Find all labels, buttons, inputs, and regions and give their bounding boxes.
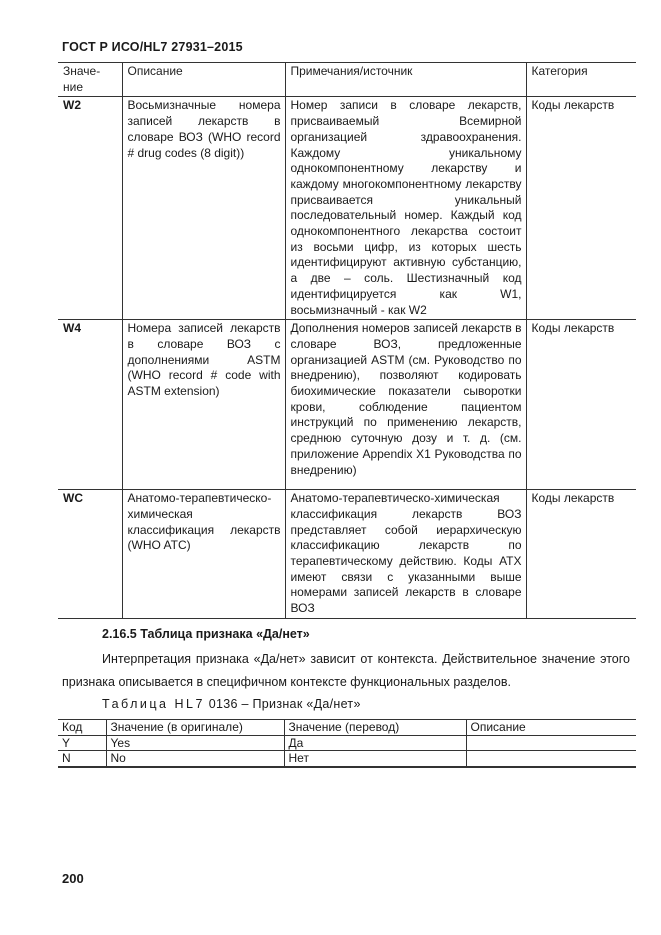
section-paragraph [62,648,630,694]
code-cell: W2 [58,97,122,320]
code-cell: Y [58,735,106,751]
code-cell: WC [58,490,122,619]
original-cell: Yes [106,735,284,751]
notes-cell: Дополнения номеров записей лекарств в словаре ВОЗ, предложенные организацией ASTM (см. Руководство по внедрению), позволяют кодировать биохимические показатели сыворотки крови, соблюдение пациентом инструкций по применению лекарств, среднюю суточную дозу и т. д. (см. приложение Appendix X1 Руководства по внедрению) [285,320,526,490]
column-header: Категория [526,63,636,97]
translation-cell: Да [284,735,466,751]
table-row [58,751,636,767]
table-header-row [58,720,636,736]
description-cell: Номера записей лекарств в словаре ВОЗ с дополнениями ASTM (WHO record # code with ASTM extension) [122,320,285,490]
translation-cell: Нет [284,751,466,767]
notes-cell: Номер записи в словаре лекарств, присваиваемый Всемирной организацией здравоохранения. Каждому уникальному однокомпонентному лекарству и каждому многокомпонентному лекарству присваивается уникальный последовательный номер. Каждый код однокомпонентного лекарства состоит из восьми цифр, из которых шесть идентифицируют активную субстанцию, а две – соль. Шестизначный код идентифицируется как W1, восьмизначный - как W2 [285,97,526,320]
column-header: Описание [466,720,636,736]
caption-prefix: Таблица HL7 [102,697,205,711]
category-cell: Коды лекарств [526,320,636,490]
caption-rest: 0136 – Признак «Да/нет» [208,697,361,711]
yes-no-table [58,719,636,768]
code-table [58,62,636,619]
table-row [58,320,636,490]
column-header: Значе-ние [58,63,122,97]
table-caption [102,697,361,711]
column-header: Примечания/источник [285,63,526,97]
paragraph-text: Интерпретация признака «Да/нет» зависит от контекста. Действительное значение этого признака описывается в специфичном контексте функциональных разделов. [62,652,630,689]
table-header-row [58,63,636,97]
description-cell: Восьмизначные номера записей лекарств в словаре ВОЗ (WHO record # drug codes (8 digit)) [122,97,285,320]
category-cell: Коды лекарств [526,97,636,320]
column-header: Значение (перевод) [284,720,466,736]
section-heading: 2.16.5 Таблица признака «Да/нет» [102,627,310,641]
description-cell [466,735,636,751]
table-row [58,490,636,619]
description-cell [466,751,636,767]
table-row [58,735,636,751]
category-cell: Коды лекарств [526,490,636,619]
code-cell: N [58,751,106,767]
column-header: Код [58,720,106,736]
table-row [58,97,636,320]
original-cell: No [106,751,284,767]
document-header: ГОСТ Р ИСО/HL7 27931–2015 [62,40,243,54]
code-cell: W4 [58,320,122,490]
page-number: 200 [62,871,84,886]
column-header: Описание [122,63,285,97]
description-cell: Анатомо-терапевтическо-химическая классификация лекарств (WHO ATC) [122,490,285,619]
notes-cell: Анатомо-терапевтическо-химическая классификация лекарств ВОЗ представляет собой иерархическую классификацию лекарств по терапевтическому действию. Коды АТХ имеют связи с указанными выше номерами записей лекарств в словаре ВОЗ [285,490,526,619]
column-header: Значение (в оригинале) [106,720,284,736]
